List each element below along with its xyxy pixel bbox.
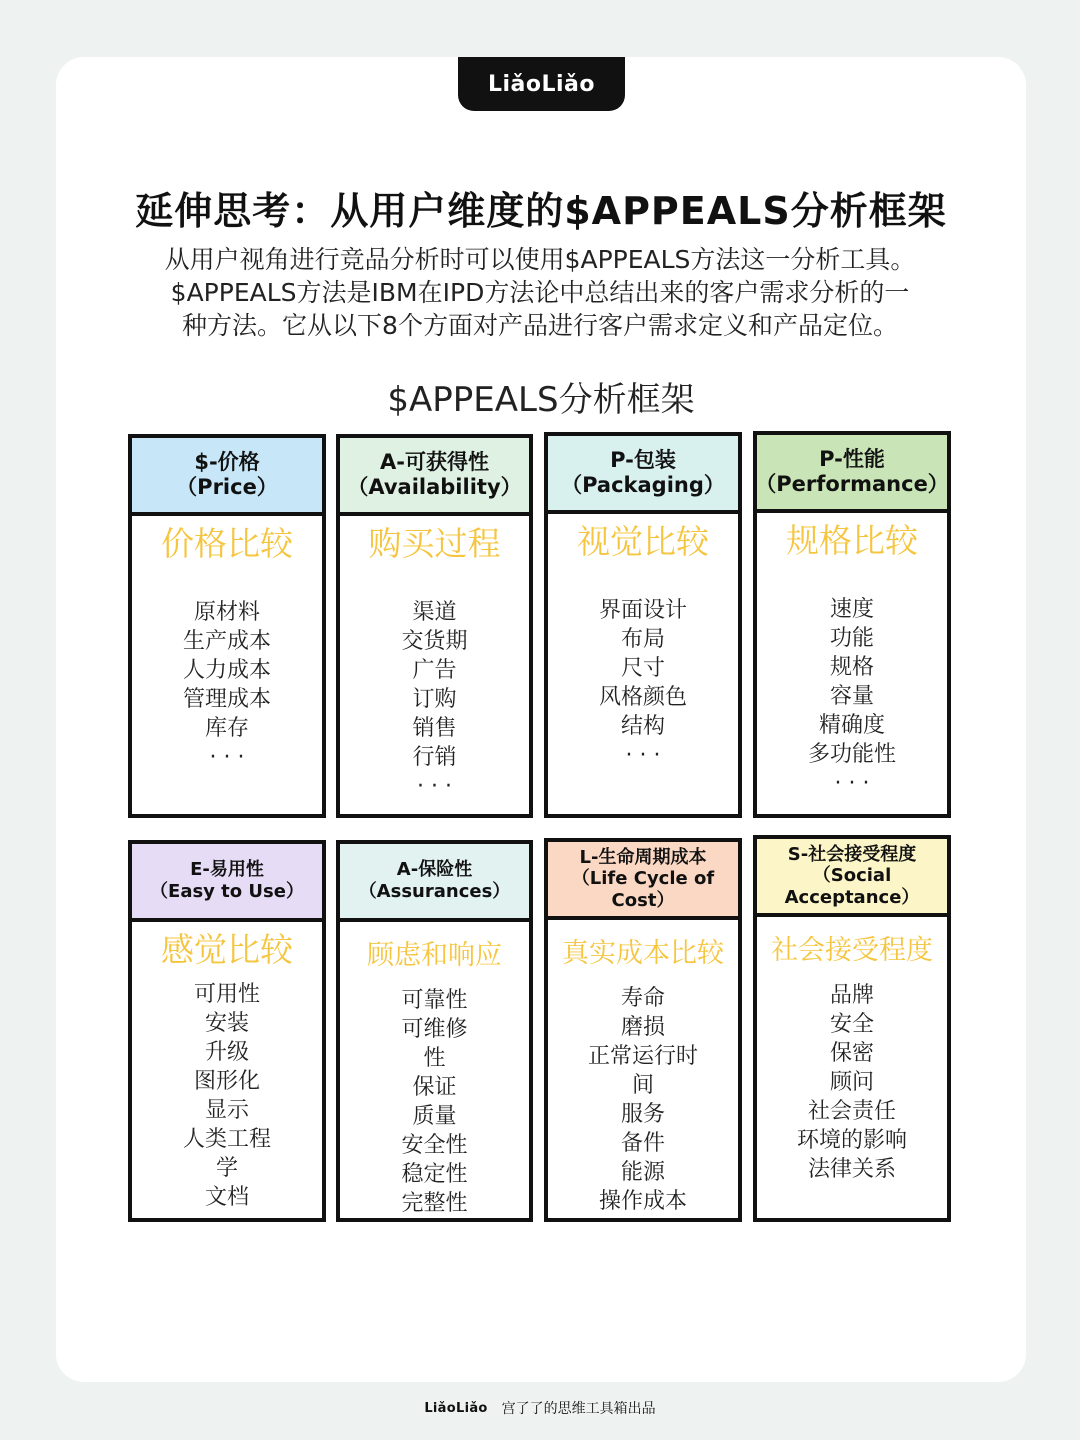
box-item: 间 [631,1073,654,1098]
box-subtitle: 感觉比较 [161,930,293,969]
box-head-title: S-社会接受程度 [787,843,917,865]
footer-logo: LiǎoLiǎo [424,1400,488,1416]
box-item: 磨损 [620,1015,665,1040]
box-life-cycle-cost [544,838,742,1222]
box-header [548,842,738,920]
box-item-list [757,981,947,1184]
box-item: 寿命 [620,986,665,1011]
box-header [757,839,947,917]
box-item: 速度 [829,597,874,622]
box-subtitle: 社会接受程度 [771,935,933,966]
box-social-acceptance [753,835,951,1222]
box-item: 可靠性 [401,988,468,1013]
box-item: 订购 [412,687,457,712]
box-item-list [132,980,322,1212]
intro-line: 种方法。它从以下8个方面对产品进行客户需求定义和产品定位。 [182,311,898,340]
box-item: 销售 [412,716,457,741]
box-item: 规格 [829,655,874,680]
box-item: 精确度 [818,713,885,738]
box-item: 可用性 [193,982,260,1007]
box-head-title: L-生命周期成本 [579,846,707,868]
box-item: 原材料 [193,600,260,625]
box-item: 功能 [829,626,874,651]
box-item: 图形化 [193,1069,260,1094]
box-item-list [340,598,529,801]
box-head-english: （Assurances） [358,881,511,902]
box-item: 品牌 [829,983,874,1008]
page-title: 延伸思考：从用户维度的$APPEALS分析框架 [135,189,947,233]
box-item: 渠道 [412,600,457,625]
box-price [128,434,326,818]
box-head-english: （Easy to Use） [150,881,304,902]
box-item: 稳定性 [401,1162,468,1187]
box-item: 操作成本 [598,1189,687,1214]
box-item: 质量 [412,1104,457,1129]
box-item: 生产成本 [182,629,271,654]
box-head-title: A-可获得性 [380,449,489,474]
box-item: 尺寸 [620,656,665,681]
box-subtitle: 真实成本比较 [562,938,724,969]
box-item: 顾问 [829,1070,874,1095]
box-item: 库存 [204,716,249,741]
box-head-title: A-保险性 [396,859,473,881]
intro-line: 从用户视角进行竞品分析时可以使用$APPEALS方法这一分析工具。 [164,245,916,274]
box-item: 环境的影响 [796,1128,907,1153]
box-item: 结构 [620,714,665,739]
box-item-list [757,595,947,798]
box-easy-to-use [128,840,326,1222]
brand-logo: LiǎoLiǎo [458,57,625,111]
box-head-english: （Performance） [755,472,949,496]
box-header [757,435,947,513]
box-item: 保证 [412,1075,457,1100]
box-item: 正常运行时 [587,1044,698,1069]
box-performance [753,431,951,818]
box-item: 能源 [620,1160,665,1185]
box-item: 备件 [620,1131,665,1156]
box-assurances [336,840,533,1222]
box-item: 性 [423,1046,446,1071]
box-availability [336,434,533,818]
box-item: 界面设计 [598,598,687,623]
box-item: · · · [625,743,661,768]
box-item: 布局 [620,627,665,652]
box-head-english: （Availability） [347,475,522,499]
framework-title: $APPEALS分析框架 [387,380,695,420]
box-item: 文档 [204,1185,249,1210]
box-head-title: E-易用性 [190,859,264,881]
box-item-list [548,596,738,770]
box-header [132,844,322,922]
box-item-list [340,986,529,1218]
box-item: 安全 [829,1012,874,1037]
intro-line: $APPEALS方法是IBM在IPD方法论中总结出来的客户需求分析的一 [170,278,910,307]
footer-text: 宫了了的思维工具箱出品 [501,1401,656,1417]
box-item: 交货期 [401,629,468,654]
box-item: 可维修 [401,1017,468,1042]
box-item: 升级 [204,1040,249,1065]
box-subtitle: 视觉比较 [577,522,709,561]
box-item: 容量 [829,684,874,709]
box-subtitle: 顾虑和响应 [367,940,502,971]
box-item: 多功能性 [807,742,896,767]
box-subtitle: 购买过程 [368,524,501,563]
intro-paragraph [120,243,960,342]
box-item: 保密 [829,1041,874,1066]
box-item: · · · [417,774,452,799]
box-item-list [548,984,738,1216]
box-packaging [544,432,742,818]
box-item: · · · [209,745,245,770]
box-item: 人力成本 [182,658,271,683]
box-head-english: （Packaging） [561,473,725,497]
box-item: 人类工程 [182,1127,271,1152]
box-item: 社会责任 [807,1099,896,1124]
box-head-english: （Life Cycle of Cost） [571,868,715,911]
box-header [340,844,529,922]
box-item: 安装 [204,1011,249,1036]
box-item: 服务 [620,1102,665,1127]
box-header [340,438,529,516]
box-item: 完整性 [401,1191,468,1216]
box-item: 行销 [412,745,457,770]
box-item: 学 [215,1156,238,1181]
box-item: 安全性 [401,1133,468,1158]
box-header [132,438,322,516]
box-item: 广告 [412,658,457,683]
box-item: 法律关系 [807,1157,896,1182]
box-item-list [132,598,322,772]
box-head-english: （Price） [176,475,278,499]
box-item: · · · [834,771,870,796]
box-subtitle: 规格比较 [786,521,918,560]
box-head-title: $-价格 [194,449,260,474]
box-head-title: P-性能 [819,446,885,471]
box-item: 显示 [204,1098,249,1123]
box-item: 风格颜色 [598,685,687,710]
box-head-title: P-包装 [610,447,676,472]
box-header [548,436,738,514]
box-head-english: （Social Acceptance） [784,865,920,908]
box-subtitle: 价格比较 [161,524,293,563]
box-item: 管理成本 [182,687,271,712]
footer [0,1398,1080,1418]
